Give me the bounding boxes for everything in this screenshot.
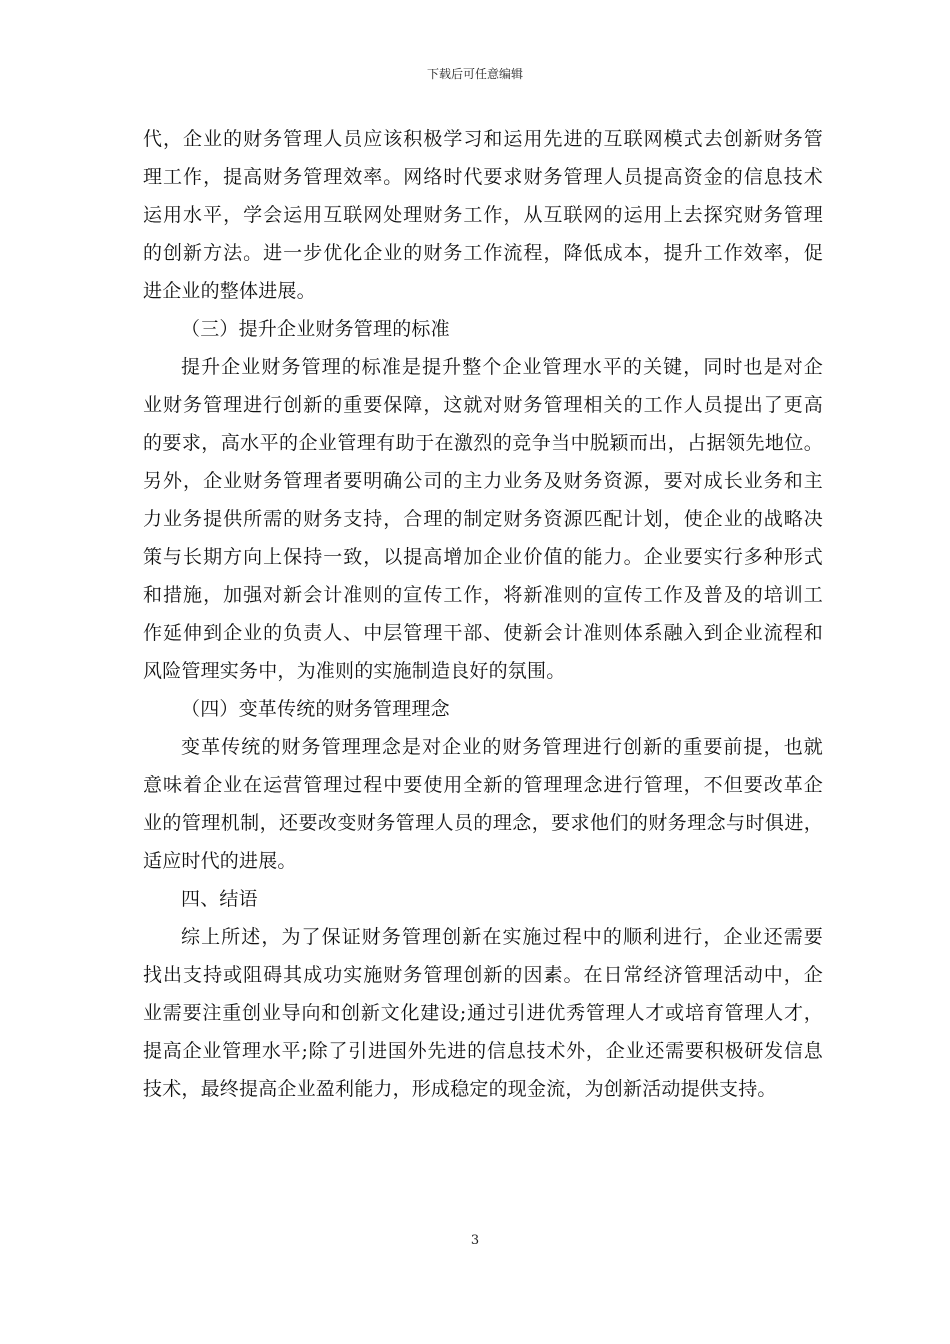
section-heading: （四）变革传统的财务管理理念 xyxy=(181,698,450,720)
body-line: 代，企业的财务管理人员应该积极学习和运用先进的互联网模式去创新财务管 xyxy=(143,128,823,150)
body-line: 变革传统的财务管理理念是对企业的财务管理进行创新的重要前提，也就 xyxy=(181,736,823,758)
body-line: 进企业的整体进展。 xyxy=(143,280,316,302)
section-heading: （三）提升企业财务管理的标准 xyxy=(181,318,450,340)
body-line: 找出支持或阻碍其成功实施财务管理创新的因素。在日常经济管理活动中，企 xyxy=(143,964,823,986)
body-line: 业财务管理进行创新的重要保障，这就对财务管理相关的工作人员提出了更高 xyxy=(143,394,823,416)
body-line: 技术，最终提高企业盈利能力，形成稳定的现金流，为创新活动提供支持。 xyxy=(143,1078,777,1100)
body-line: 业的管理机制，还要改变财务管理人员的理念，要求他们的财务理念与时俱进， xyxy=(143,812,823,834)
page-footer xyxy=(0,1233,950,1249)
body-line: 适应时代的进展。 xyxy=(143,850,297,872)
body-line: 风险管理实务中，为准则的实施制造良好的氛围。 xyxy=(143,660,566,682)
body-line: 力业务提供所需的财务支持，合理的制定财务资源匹配计划，使企业的战略决 xyxy=(143,508,823,530)
page-number: 3 xyxy=(470,1233,480,1248)
body-line: 理工作，提高财务管理效率。网络时代要求财务管理人员提高资金的信息技术 xyxy=(143,166,823,188)
body-line: 作延伸到企业的负责人、中层管理干部、使新会计准则体系融入到企业流程和 xyxy=(143,622,823,644)
body-line: 综上所述，为了保证财务管理创新在实施过程中的顺利进行，企业还需要 xyxy=(181,926,823,948)
body-line: 意味着企业在运营管理过程中要使用全新的管理理念进行管理，不但要改革企 xyxy=(143,774,823,796)
body-line: 提升企业财务管理的标准是提升整个企业管理水平的关键，同时也是对企 xyxy=(181,356,823,378)
body-line: 运用水平，学会运用互联网处理财务工作，从互联网的运用上去探究财务管理 xyxy=(143,204,823,226)
section-heading: 四、结语 xyxy=(181,888,258,910)
body-line: 提高企业管理水平;除了引进国外先进的信息技术外，企业还需要积极研发信息 xyxy=(143,1040,823,1062)
document-body xyxy=(143,120,823,1108)
body-line: 的创新方法。进一步优化企业的财务工作流程，降低成本，提升工作效率，促 xyxy=(143,242,823,264)
body-line: 业需要注重创业导向和创新文化建设;通过引进优秀管理人才或培育管理人才， xyxy=(143,1002,823,1024)
page-header xyxy=(0,66,950,82)
body-line: 和措施，加强对新会计准则的宣传工作，将新准则的宣传工作及普及的培训工 xyxy=(143,584,823,606)
header-text: 下载后可任意编辑 xyxy=(426,67,523,81)
body-line: 策与长期方向上保持一致，以提高增加企业价值的能力。企业要实行多种形式 xyxy=(143,546,823,568)
body-line: 的要求，高水平的企业管理有助于在激烈的竞争当中脱颖而出，占据领先地位。 xyxy=(143,432,823,454)
body-line: 另外，企业财务管理者要明确公司的主力业务及财务资源，要对成长业务和主 xyxy=(143,470,823,492)
